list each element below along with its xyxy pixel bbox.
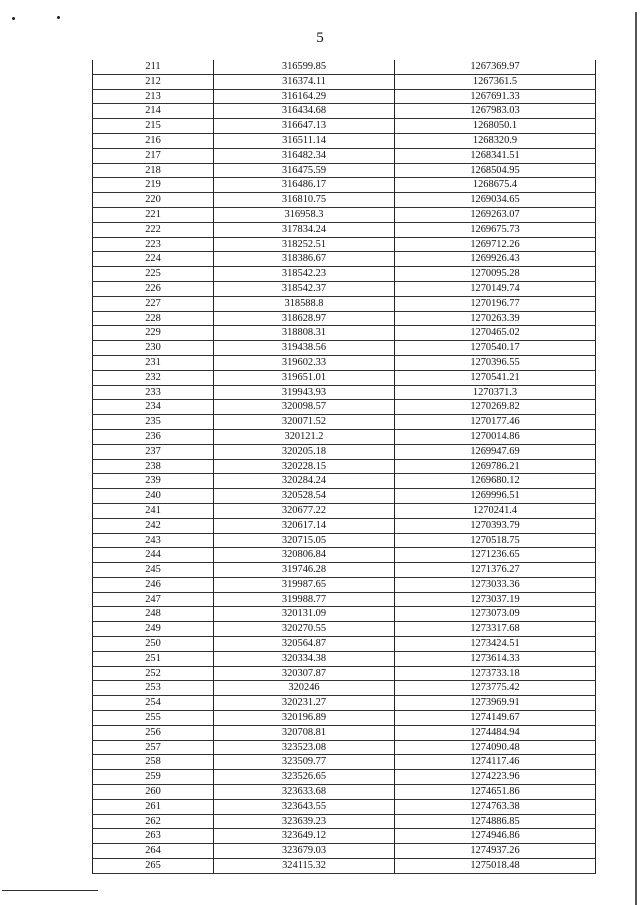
table-row bbox=[93, 459, 596, 474]
y-coordinate-cell: 1267369.97 bbox=[395, 60, 596, 74]
y-coordinate-cell: 1273614.33 bbox=[395, 651, 596, 666]
y-coordinate-cell: 1274149.67 bbox=[395, 711, 596, 726]
y-coordinate-cell: 1273033.36 bbox=[395, 577, 596, 592]
point-number-cell: 263 bbox=[93, 829, 214, 844]
table-row bbox=[93, 755, 596, 770]
table-row bbox=[93, 429, 596, 444]
y-coordinate-cell: 1270396.55 bbox=[395, 355, 596, 370]
point-number-cell: 221 bbox=[93, 207, 214, 222]
y-coordinate-cell: 1274117.46 bbox=[395, 755, 596, 770]
x-coordinate-cell: 320677.22 bbox=[214, 503, 395, 518]
point-number-cell: 224 bbox=[93, 252, 214, 267]
point-number-cell: 246 bbox=[93, 577, 214, 592]
y-coordinate-cell: 1274223.96 bbox=[395, 770, 596, 785]
table-row bbox=[93, 563, 596, 578]
x-coordinate-cell: 316475.59 bbox=[214, 163, 395, 178]
x-coordinate-cell: 323509.77 bbox=[214, 755, 395, 770]
table-row bbox=[93, 311, 596, 326]
table-row bbox=[93, 533, 596, 548]
point-number-cell: 239 bbox=[93, 474, 214, 489]
y-coordinate-cell: 1268050.1 bbox=[395, 119, 596, 134]
x-coordinate-cell: 320617.14 bbox=[214, 518, 395, 533]
point-number-cell: 258 bbox=[93, 755, 214, 770]
table-row bbox=[93, 844, 596, 859]
y-coordinate-cell: 1268320.9 bbox=[395, 133, 596, 148]
table-row bbox=[93, 740, 596, 755]
scan-edge-line bbox=[635, 12, 637, 905]
point-number-cell: 234 bbox=[93, 400, 214, 415]
x-coordinate-cell: 316486.17 bbox=[214, 178, 395, 193]
y-coordinate-cell: 1274946.86 bbox=[395, 829, 596, 844]
x-coordinate-cell: 318542.37 bbox=[214, 281, 395, 296]
table-row bbox=[93, 785, 596, 800]
table-row bbox=[93, 281, 596, 296]
table-row bbox=[93, 370, 596, 385]
x-coordinate-cell: 316374.11 bbox=[214, 74, 395, 89]
y-coordinate-cell: 1270540.17 bbox=[395, 341, 596, 356]
y-coordinate-cell: 1270196.77 bbox=[395, 296, 596, 311]
y-coordinate-cell: 1269680.12 bbox=[395, 474, 596, 489]
x-coordinate-cell: 320528.54 bbox=[214, 489, 395, 504]
table-row bbox=[93, 60, 596, 74]
table-row bbox=[93, 400, 596, 415]
point-number-cell: 240 bbox=[93, 489, 214, 504]
x-coordinate-cell: 319438.56 bbox=[214, 341, 395, 356]
y-coordinate-cell: 1274090.48 bbox=[395, 740, 596, 755]
point-number-cell: 256 bbox=[93, 725, 214, 740]
point-number-cell: 251 bbox=[93, 651, 214, 666]
y-coordinate-cell: 1267691.33 bbox=[395, 89, 596, 104]
y-coordinate-cell: 1270518.75 bbox=[395, 533, 596, 548]
table-row bbox=[93, 267, 596, 282]
table-row bbox=[93, 133, 596, 148]
y-coordinate-cell: 1270541.21 bbox=[395, 370, 596, 385]
y-coordinate-cell: 1269675.73 bbox=[395, 222, 596, 237]
x-coordinate-cell: 317834.24 bbox=[214, 222, 395, 237]
table-row bbox=[93, 193, 596, 208]
point-number-cell: 259 bbox=[93, 770, 214, 785]
table-row bbox=[93, 725, 596, 740]
table-row bbox=[93, 252, 596, 267]
y-coordinate-cell: 1269947.69 bbox=[395, 444, 596, 459]
x-coordinate-cell: 320334.38 bbox=[214, 651, 395, 666]
x-coordinate-cell: 320205.18 bbox=[214, 444, 395, 459]
point-number-cell: 232 bbox=[93, 370, 214, 385]
table-row bbox=[93, 385, 596, 400]
point-number-cell: 242 bbox=[93, 518, 214, 533]
point-number-cell: 260 bbox=[93, 785, 214, 800]
x-coordinate-cell: 320806.84 bbox=[214, 548, 395, 563]
x-coordinate-cell: 320564.87 bbox=[214, 637, 395, 652]
scan-artifact-dot bbox=[12, 17, 15, 20]
y-coordinate-cell: 1270149.74 bbox=[395, 281, 596, 296]
table-row bbox=[93, 178, 596, 193]
y-coordinate-cell: 1270371.3 bbox=[395, 385, 596, 400]
table-row bbox=[93, 637, 596, 652]
point-number-cell: 228 bbox=[93, 311, 214, 326]
point-number-cell: 219 bbox=[93, 178, 214, 193]
point-number-cell: 249 bbox=[93, 622, 214, 637]
y-coordinate-cell: 1269712.26 bbox=[395, 237, 596, 252]
table-row bbox=[93, 148, 596, 163]
table-row bbox=[93, 681, 596, 696]
x-coordinate-cell: 318808.31 bbox=[214, 326, 395, 341]
footer-rule bbox=[2, 890, 98, 891]
y-coordinate-cell: 1271236.65 bbox=[395, 548, 596, 563]
table-row bbox=[93, 89, 596, 104]
x-coordinate-cell: 320098.57 bbox=[214, 400, 395, 415]
x-coordinate-cell: 320228.15 bbox=[214, 459, 395, 474]
x-coordinate-cell: 320121.2 bbox=[214, 429, 395, 444]
x-coordinate-cell: 316164.29 bbox=[214, 89, 395, 104]
y-coordinate-cell: 1269786.21 bbox=[395, 459, 596, 474]
x-coordinate-cell: 319987.65 bbox=[214, 577, 395, 592]
table-row bbox=[93, 622, 596, 637]
table-row bbox=[93, 415, 596, 430]
y-coordinate-cell: 1273969.91 bbox=[395, 696, 596, 711]
x-coordinate-cell: 320231.27 bbox=[214, 696, 395, 711]
y-coordinate-cell: 1273733.18 bbox=[395, 666, 596, 681]
point-number-cell: 247 bbox=[93, 592, 214, 607]
table-row bbox=[93, 548, 596, 563]
x-coordinate-cell: 319943.93 bbox=[214, 385, 395, 400]
table-row bbox=[93, 859, 596, 874]
point-number-cell: 216 bbox=[93, 133, 214, 148]
x-coordinate-cell: 318252.51 bbox=[214, 237, 395, 252]
point-number-cell: 231 bbox=[93, 355, 214, 370]
table-row bbox=[93, 444, 596, 459]
point-number-cell: 262 bbox=[93, 814, 214, 829]
y-coordinate-cell: 1269996.51 bbox=[395, 489, 596, 504]
table-row bbox=[93, 799, 596, 814]
table-row bbox=[93, 237, 596, 252]
page-number: 5 bbox=[316, 30, 324, 46]
x-coordinate-cell: 323639.23 bbox=[214, 814, 395, 829]
point-number-cell: 252 bbox=[93, 666, 214, 681]
point-number-cell: 217 bbox=[93, 148, 214, 163]
table-row bbox=[93, 207, 596, 222]
y-coordinate-cell: 1274484.94 bbox=[395, 725, 596, 740]
point-number-cell: 238 bbox=[93, 459, 214, 474]
y-coordinate-cell: 1270465.02 bbox=[395, 326, 596, 341]
table-row bbox=[93, 163, 596, 178]
x-coordinate-cell: 318628.97 bbox=[214, 311, 395, 326]
table-row bbox=[93, 474, 596, 489]
point-number-cell: 237 bbox=[93, 444, 214, 459]
point-number-cell: 230 bbox=[93, 341, 214, 356]
table-row bbox=[93, 518, 596, 533]
y-coordinate-cell: 1275018.48 bbox=[395, 859, 596, 874]
y-coordinate-cell: 1270269.82 bbox=[395, 400, 596, 415]
table-row bbox=[93, 341, 596, 356]
scan-artifact-dot bbox=[57, 16, 60, 19]
point-number-cell: 211 bbox=[93, 60, 214, 74]
table-row bbox=[93, 829, 596, 844]
y-coordinate-cell: 1270095.28 bbox=[395, 267, 596, 282]
coordinates-table-body bbox=[93, 60, 596, 873]
point-number-cell: 222 bbox=[93, 222, 214, 237]
x-coordinate-cell: 316958.3 bbox=[214, 207, 395, 222]
point-number-cell: 236 bbox=[93, 429, 214, 444]
x-coordinate-cell: 320131.09 bbox=[214, 607, 395, 622]
table-row bbox=[93, 696, 596, 711]
x-coordinate-cell: 316647.13 bbox=[214, 119, 395, 134]
x-coordinate-cell: 320715.05 bbox=[214, 533, 395, 548]
point-number-cell: 250 bbox=[93, 637, 214, 652]
table-row bbox=[93, 119, 596, 134]
table-row bbox=[93, 592, 596, 607]
x-coordinate-cell: 318386.67 bbox=[214, 252, 395, 267]
point-number-cell: 245 bbox=[93, 563, 214, 578]
table-row bbox=[93, 222, 596, 237]
y-coordinate-cell: 1269926.43 bbox=[395, 252, 596, 267]
point-number-cell: 265 bbox=[93, 859, 214, 874]
table-row bbox=[93, 489, 596, 504]
x-coordinate-cell: 316482.34 bbox=[214, 148, 395, 163]
x-coordinate-cell: 323526.65 bbox=[214, 770, 395, 785]
y-coordinate-cell: 1274886.85 bbox=[395, 814, 596, 829]
point-number-cell: 227 bbox=[93, 296, 214, 311]
point-number-cell: 213 bbox=[93, 89, 214, 104]
y-coordinate-cell: 1273037.19 bbox=[395, 592, 596, 607]
x-coordinate-cell: 323649.12 bbox=[214, 829, 395, 844]
point-number-cell: 229 bbox=[93, 326, 214, 341]
x-coordinate-cell: 324115.32 bbox=[214, 859, 395, 874]
point-number-cell: 253 bbox=[93, 681, 214, 696]
x-coordinate-cell: 319746.28 bbox=[214, 563, 395, 578]
y-coordinate-cell: 1268504.95 bbox=[395, 163, 596, 178]
table-row bbox=[93, 104, 596, 119]
y-coordinate-cell: 1269263.07 bbox=[395, 207, 596, 222]
y-coordinate-cell: 1270393.79 bbox=[395, 518, 596, 533]
y-coordinate-cell: 1273424.51 bbox=[395, 637, 596, 652]
table-row bbox=[93, 326, 596, 341]
point-number-cell: 264 bbox=[93, 844, 214, 859]
y-coordinate-cell: 1270263.39 bbox=[395, 311, 596, 326]
y-coordinate-cell: 1274937.26 bbox=[395, 844, 596, 859]
point-number-cell: 244 bbox=[93, 548, 214, 563]
point-number-cell: 226 bbox=[93, 281, 214, 296]
y-coordinate-cell: 1274763.38 bbox=[395, 799, 596, 814]
x-coordinate-cell: 323633.68 bbox=[214, 785, 395, 800]
y-coordinate-cell: 1271376.27 bbox=[395, 563, 596, 578]
point-number-cell: 248 bbox=[93, 607, 214, 622]
point-number-cell: 241 bbox=[93, 503, 214, 518]
table-row bbox=[93, 503, 596, 518]
point-number-cell: 212 bbox=[93, 74, 214, 89]
y-coordinate-cell: 1270014.86 bbox=[395, 429, 596, 444]
y-coordinate-cell: 1270177.46 bbox=[395, 415, 596, 430]
x-coordinate-cell: 320196.89 bbox=[214, 711, 395, 726]
x-coordinate-cell: 320246 bbox=[214, 681, 395, 696]
y-coordinate-cell: 1274651.86 bbox=[395, 785, 596, 800]
y-coordinate-cell: 1273317.68 bbox=[395, 622, 596, 637]
y-coordinate-cell: 1268675.4 bbox=[395, 178, 596, 193]
table-row bbox=[93, 296, 596, 311]
point-number-cell: 225 bbox=[93, 267, 214, 282]
coordinates-table bbox=[92, 60, 596, 874]
y-coordinate-cell: 1273775.42 bbox=[395, 681, 596, 696]
x-coordinate-cell: 319651.01 bbox=[214, 370, 395, 385]
x-coordinate-cell: 320284.24 bbox=[214, 474, 395, 489]
table-row bbox=[93, 355, 596, 370]
x-coordinate-cell: 316511.14 bbox=[214, 133, 395, 148]
y-coordinate-cell: 1267361.5 bbox=[395, 74, 596, 89]
x-coordinate-cell: 316434.68 bbox=[214, 104, 395, 119]
x-coordinate-cell: 320071.52 bbox=[214, 415, 395, 430]
point-number-cell: 215 bbox=[93, 119, 214, 134]
table-row bbox=[93, 607, 596, 622]
table-row bbox=[93, 770, 596, 785]
x-coordinate-cell: 323643.55 bbox=[214, 799, 395, 814]
point-number-cell: 235 bbox=[93, 415, 214, 430]
y-coordinate-cell: 1269034.65 bbox=[395, 193, 596, 208]
x-coordinate-cell: 320270.55 bbox=[214, 622, 395, 637]
point-number-cell: 257 bbox=[93, 740, 214, 755]
x-coordinate-cell: 320708.81 bbox=[214, 725, 395, 740]
x-coordinate-cell: 316810.75 bbox=[214, 193, 395, 208]
table-row bbox=[93, 711, 596, 726]
x-coordinate-cell: 318588.8 bbox=[214, 296, 395, 311]
table-row bbox=[93, 814, 596, 829]
point-number-cell: 223 bbox=[93, 237, 214, 252]
y-coordinate-cell: 1270241.4 bbox=[395, 503, 596, 518]
table-row bbox=[93, 651, 596, 666]
table-row bbox=[93, 666, 596, 681]
x-coordinate-cell: 318542.23 bbox=[214, 267, 395, 282]
x-coordinate-cell: 319602.33 bbox=[214, 355, 395, 370]
point-number-cell: 233 bbox=[93, 385, 214, 400]
point-number-cell: 261 bbox=[93, 799, 214, 814]
x-coordinate-cell: 320307.87 bbox=[214, 666, 395, 681]
x-coordinate-cell: 316599.85 bbox=[214, 60, 395, 74]
point-number-cell: 254 bbox=[93, 696, 214, 711]
y-coordinate-cell: 1267983.03 bbox=[395, 104, 596, 119]
point-number-cell: 214 bbox=[93, 104, 214, 119]
x-coordinate-cell: 323523.08 bbox=[214, 740, 395, 755]
table-row bbox=[93, 577, 596, 592]
point-number-cell: 220 bbox=[93, 193, 214, 208]
point-number-cell: 218 bbox=[93, 163, 214, 178]
x-coordinate-cell: 323679.03 bbox=[214, 844, 395, 859]
y-coordinate-cell: 1273073.09 bbox=[395, 607, 596, 622]
point-number-cell: 243 bbox=[93, 533, 214, 548]
point-number-cell: 255 bbox=[93, 711, 214, 726]
x-coordinate-cell: 319988.77 bbox=[214, 592, 395, 607]
table-row bbox=[93, 74, 596, 89]
y-coordinate-cell: 1268341.51 bbox=[395, 148, 596, 163]
